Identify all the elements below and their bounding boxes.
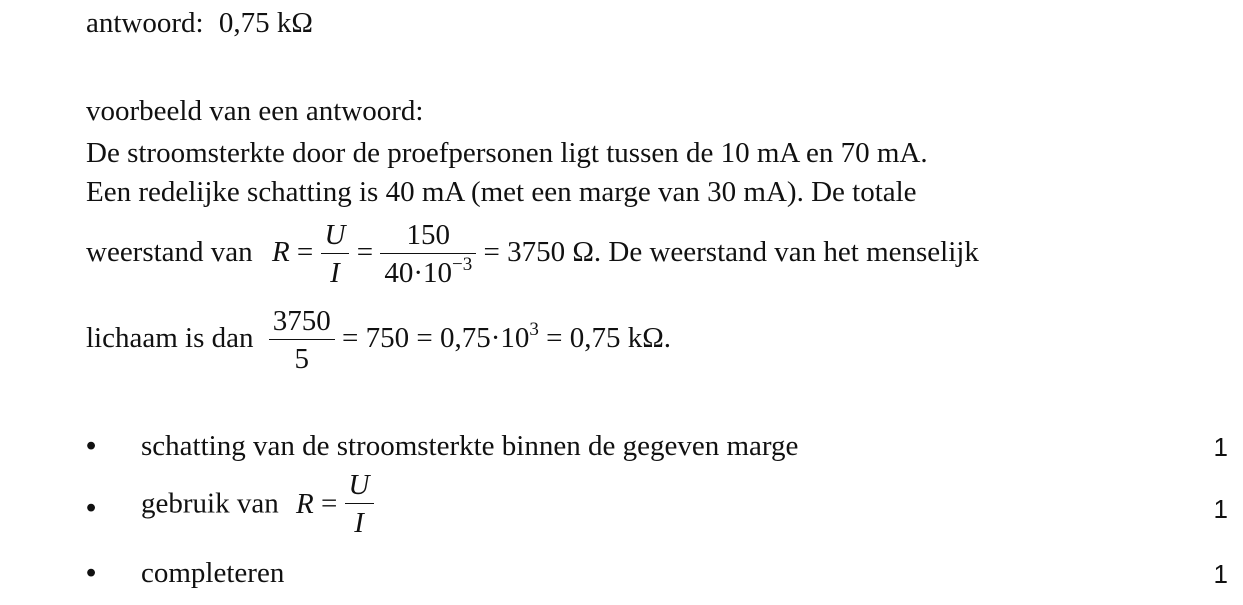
fraction-denominator: I	[330, 257, 340, 290]
answer-line	[86, 6, 313, 40]
example-line-3	[86, 212, 979, 292]
criterion-score: 1	[1213, 432, 1228, 462]
fraction-numerator: 3750	[272, 305, 331, 338]
fraction-numerator: U	[348, 469, 370, 501]
fraction-bar	[269, 339, 335, 340]
result-exponent: 3	[529, 319, 539, 340]
fraction-U-over-I	[321, 220, 350, 288]
example-heading: voorbeeld van een antwoord:	[86, 95, 424, 127]
criterion-score: 1	[1213, 559, 1228, 589]
fraction-150-over-40e-3	[380, 220, 476, 288]
fraction-U-over-I	[345, 470, 374, 538]
answer-value: 0,75 kΩ	[218, 7, 313, 39]
criterion-prefix: gebruik van	[141, 487, 279, 520]
formula-eq: =	[356, 236, 374, 268]
denominator-exponent: −3	[452, 254, 473, 276]
fraction-denominator: I	[354, 507, 364, 539]
criterion-text: completeren	[141, 557, 285, 589]
result-part-a: = 750 = 0,75·10	[342, 322, 530, 354]
fraction-numerator: 150	[406, 219, 451, 252]
bullet-icon: •	[86, 430, 97, 462]
line4-prefix: lichaam is dan	[86, 322, 254, 354]
criterion-text	[141, 470, 374, 538]
result-part-b: = 0,75 kΩ.	[546, 322, 672, 354]
bullet-icon: •	[86, 557, 97, 589]
criterion-text: schatting van de stroomsterkte binnen de gegeven marge	[141, 430, 799, 462]
fraction-numerator: U	[324, 219, 346, 252]
fraction-denominator	[380, 254, 476, 290]
formula-eq: =	[320, 487, 338, 520]
criterion-score: 1	[1213, 494, 1228, 524]
example-line-1: De stroomsterkte door de proefpersonen ligt tussen de 10 mA en 70 mA.	[86, 137, 928, 169]
criterion-1	[86, 430, 1236, 464]
fraction-bar	[321, 253, 350, 254]
line3-prefix: weerstand van	[86, 236, 253, 268]
formula-eq: =	[296, 236, 314, 268]
formula-R: R	[295, 487, 314, 520]
criterion-2	[86, 470, 1236, 550]
formula-result: = 3750 Ω.	[483, 236, 602, 268]
fraction-3750-over-5	[269, 306, 335, 374]
example-line-2: Een redelijke schatting is 40 mA (met een marge van 30 mA). De totale	[86, 176, 917, 208]
criterion-3	[86, 557, 1236, 591]
fraction-bar	[345, 503, 374, 504]
line3-suffix: De weerstand van het menselijk	[608, 236, 979, 268]
fraction-denominator: 5	[294, 343, 310, 376]
bullet-icon: •	[86, 492, 97, 524]
denominator-base: 40·10	[384, 257, 452, 290]
formula-result	[342, 319, 672, 354]
formula-R: R	[271, 236, 290, 268]
answer-label: antwoord:	[86, 7, 204, 39]
example-line-4	[86, 298, 671, 378]
